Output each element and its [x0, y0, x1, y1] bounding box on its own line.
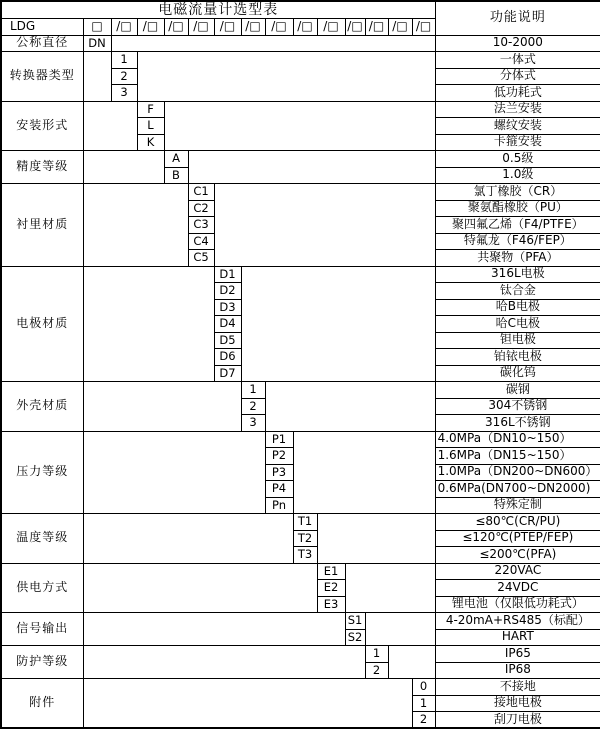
spacer-cell — [83, 563, 317, 613]
code-cell: A — [164, 151, 188, 168]
description-cell: 1.0MPa（DN200~DN600） — [435, 464, 600, 481]
description-cell: 螺纹安装 — [435, 118, 600, 135]
description-cell: 特氟龙（F46/FEP） — [435, 233, 600, 250]
category-label: 温度等级 — [1, 514, 83, 564]
description-cell: 特殊定制 — [435, 497, 600, 514]
code-cell: T1 — [293, 514, 317, 531]
description-cell: 卡箍安装 — [435, 134, 600, 151]
description-cell: 碳钢 — [435, 382, 600, 399]
code-cell: P3 — [265, 464, 293, 481]
spacer-cell — [214, 184, 435, 267]
spacer-cell — [83, 382, 241, 432]
spacer-cell — [164, 101, 435, 151]
code-cell: 1 — [365, 646, 388, 663]
code-cell: F — [137, 101, 164, 118]
description-cell: 铂铱电极 — [435, 349, 600, 366]
spacer-cell — [83, 52, 111, 102]
option-row — [1, 431, 600, 448]
first-box-cell: □ — [83, 19, 111, 36]
description-cell: 钽电极 — [435, 332, 600, 349]
code-cell: E3 — [317, 596, 345, 613]
description-cell: 锂电池（仅限低功耗式） — [435, 596, 600, 613]
spacer-cell — [241, 266, 435, 382]
slash-box-cell: /□ — [317, 19, 345, 36]
description-cell: ≤80℃(CR/PU) — [435, 514, 600, 531]
description-cell: 钛合金 — [435, 283, 600, 300]
spacer-cell — [83, 151, 164, 184]
category-label: 防护等级 — [1, 646, 83, 679]
code-cell: 3 — [111, 85, 137, 102]
slash-box-cell: /□ — [345, 19, 365, 36]
description-cell: 不接地 — [435, 679, 600, 696]
option-row — [1, 382, 600, 399]
code-cell: C3 — [188, 217, 214, 234]
description-cell: HART — [435, 629, 600, 646]
description-cell: IP68 — [435, 662, 600, 679]
slash-box-cell: /□ — [412, 19, 435, 36]
description-cell: 1.6MPa（DN15~150） — [435, 448, 600, 465]
description-cell: IP65 — [435, 646, 600, 663]
category-label: 转换器类型 — [1, 52, 83, 102]
code-cell: K — [137, 134, 164, 151]
slash-box-cell: /□ — [388, 19, 412, 36]
spacer-cell — [137, 52, 435, 102]
description-cell: 4-20mA+RS485（标配） — [435, 613, 600, 630]
code-cell: S1 — [345, 613, 365, 630]
category-label: 电极材质 — [1, 266, 83, 382]
code-cell: D1 — [214, 266, 241, 283]
code-cell: C1 — [188, 184, 214, 201]
category-label: 附件 — [1, 679, 83, 729]
slash-box-cell: /□ — [293, 19, 317, 36]
option-row — [1, 184, 600, 201]
option-row — [1, 563, 600, 580]
description-cell: 4.0MPa（DN10~150） — [435, 431, 600, 448]
code-cell: L — [137, 118, 164, 135]
description-cell: 刮刀电极 — [435, 712, 600, 729]
code-cell: T3 — [293, 547, 317, 564]
code-cell: 2 — [412, 712, 435, 729]
category-label: 供电方式 — [1, 563, 83, 613]
description-cell: 氯丁橡胶（CR） — [435, 184, 600, 201]
slash-box-cell: /□ — [111, 19, 137, 36]
table-header-row — [1, 1, 600, 19]
code-cell: D7 — [214, 365, 241, 382]
description-cell: 10-2000 — [435, 35, 600, 52]
code-cell: 2 — [241, 398, 265, 415]
slash-box-cell: /□ — [137, 19, 164, 36]
code-cell: T2 — [293, 530, 317, 547]
spacer-cell — [83, 101, 137, 151]
description-cell: 304不锈钢 — [435, 398, 600, 415]
description-cell: 220VAC — [435, 563, 600, 580]
slash-box-cell: /□ — [265, 19, 293, 36]
code-cell: D6 — [214, 349, 241, 366]
spacer-cell — [345, 563, 435, 613]
description-cell: 一体式 — [435, 52, 600, 69]
code-cell: P1 — [265, 431, 293, 448]
description-cell: 哈C电极 — [435, 316, 600, 333]
option-row — [1, 613, 600, 630]
description-cell: 分体式 — [435, 68, 600, 85]
slash-box-cell: /□ — [214, 19, 241, 36]
option-row — [1, 35, 600, 52]
description-cell: 316L电极 — [435, 266, 600, 283]
spacer-cell — [83, 514, 293, 564]
slash-box-cell: /□ — [241, 19, 265, 36]
slash-box-cell: /□ — [164, 19, 188, 36]
code-cell: C2 — [188, 200, 214, 217]
description-cell: 哈B电极 — [435, 299, 600, 316]
code-cell: B — [164, 167, 188, 184]
model-prefix-cell: LDG — [1, 19, 83, 36]
function-column-header: 功能说明 — [435, 1, 600, 35]
description-cell: 聚氨酯橡胶（PU） — [435, 200, 600, 217]
code-cell: 1 — [111, 52, 137, 69]
code-cell: 1 — [412, 695, 435, 712]
description-cell: 0.6MPa(DN700~DN2000) — [435, 481, 600, 498]
code-cell: 0 — [412, 679, 435, 696]
option-row — [1, 266, 600, 283]
spacer-cell — [188, 151, 435, 184]
table-title: 电磁流量计选型表 — [1, 1, 435, 19]
code-cell: E1 — [317, 563, 345, 580]
code-cell: P2 — [265, 448, 293, 465]
option-row — [1, 679, 600, 696]
code-cell: E2 — [317, 580, 345, 597]
category-label: 压力等级 — [1, 431, 83, 514]
option-row — [1, 151, 600, 168]
option-row — [1, 646, 600, 663]
spacer-cell — [83, 184, 188, 267]
slash-box-cell: /□ — [365, 19, 388, 36]
spacer-cell — [111, 35, 435, 52]
spacer-cell — [317, 514, 435, 564]
code-cell: Pn — [265, 497, 293, 514]
code-cell: 3 — [241, 415, 265, 432]
spacer-cell — [83, 646, 365, 679]
option-row — [1, 514, 600, 531]
category-label: 安装形式 — [1, 101, 83, 151]
description-cell: 聚四氟乙烯（F4/PTFE） — [435, 217, 600, 234]
description-cell: 法兰安装 — [435, 101, 600, 118]
category-label: 公称直径 — [1, 35, 83, 52]
description-cell: 316L不锈钢 — [435, 415, 600, 432]
spacer-cell — [83, 613, 345, 646]
spacer-cell — [265, 382, 435, 432]
description-cell: ≤120℃(PTEP/FEP) — [435, 530, 600, 547]
spacer-cell — [388, 646, 435, 679]
spacer-cell — [83, 431, 265, 514]
description-cell: 24VDC — [435, 580, 600, 597]
description-cell: 低功耗式 — [435, 85, 600, 102]
description-cell: ≤200℃(PFA) — [435, 547, 600, 564]
spacer-cell — [83, 679, 412, 729]
slash-box-cell: /□ — [188, 19, 214, 36]
category-label: 衬里材质 — [1, 184, 83, 267]
category-label: 信号输出 — [1, 613, 83, 646]
code-cell: 1 — [241, 382, 265, 399]
code-cell: D2 — [214, 283, 241, 300]
code-cell: D3 — [214, 299, 241, 316]
code-cell: D4 — [214, 316, 241, 333]
code-cell: 2 — [111, 68, 137, 85]
category-label: 外壳材质 — [1, 382, 83, 432]
spacer-cell — [293, 431, 435, 514]
code-cell: 2 — [365, 662, 388, 679]
code-cell: C5 — [188, 250, 214, 267]
description-cell: 共聚物（PFA） — [435, 250, 600, 267]
spacer-cell — [83, 266, 214, 382]
description-cell: 接地电极 — [435, 695, 600, 712]
code-cell: S2 — [345, 629, 365, 646]
description-cell: 0.5级 — [435, 151, 600, 168]
description-cell: 1.0级 — [435, 167, 600, 184]
code-cell: C4 — [188, 233, 214, 250]
category-label: 精度等级 — [1, 151, 83, 184]
code-cell: P4 — [265, 481, 293, 498]
option-row — [1, 101, 600, 118]
option-row — [1, 52, 600, 69]
code-cell: D5 — [214, 332, 241, 349]
spacer-cell — [365, 613, 435, 646]
description-cell: 碳化钨 — [435, 365, 600, 382]
code-cell: DN — [83, 35, 111, 52]
